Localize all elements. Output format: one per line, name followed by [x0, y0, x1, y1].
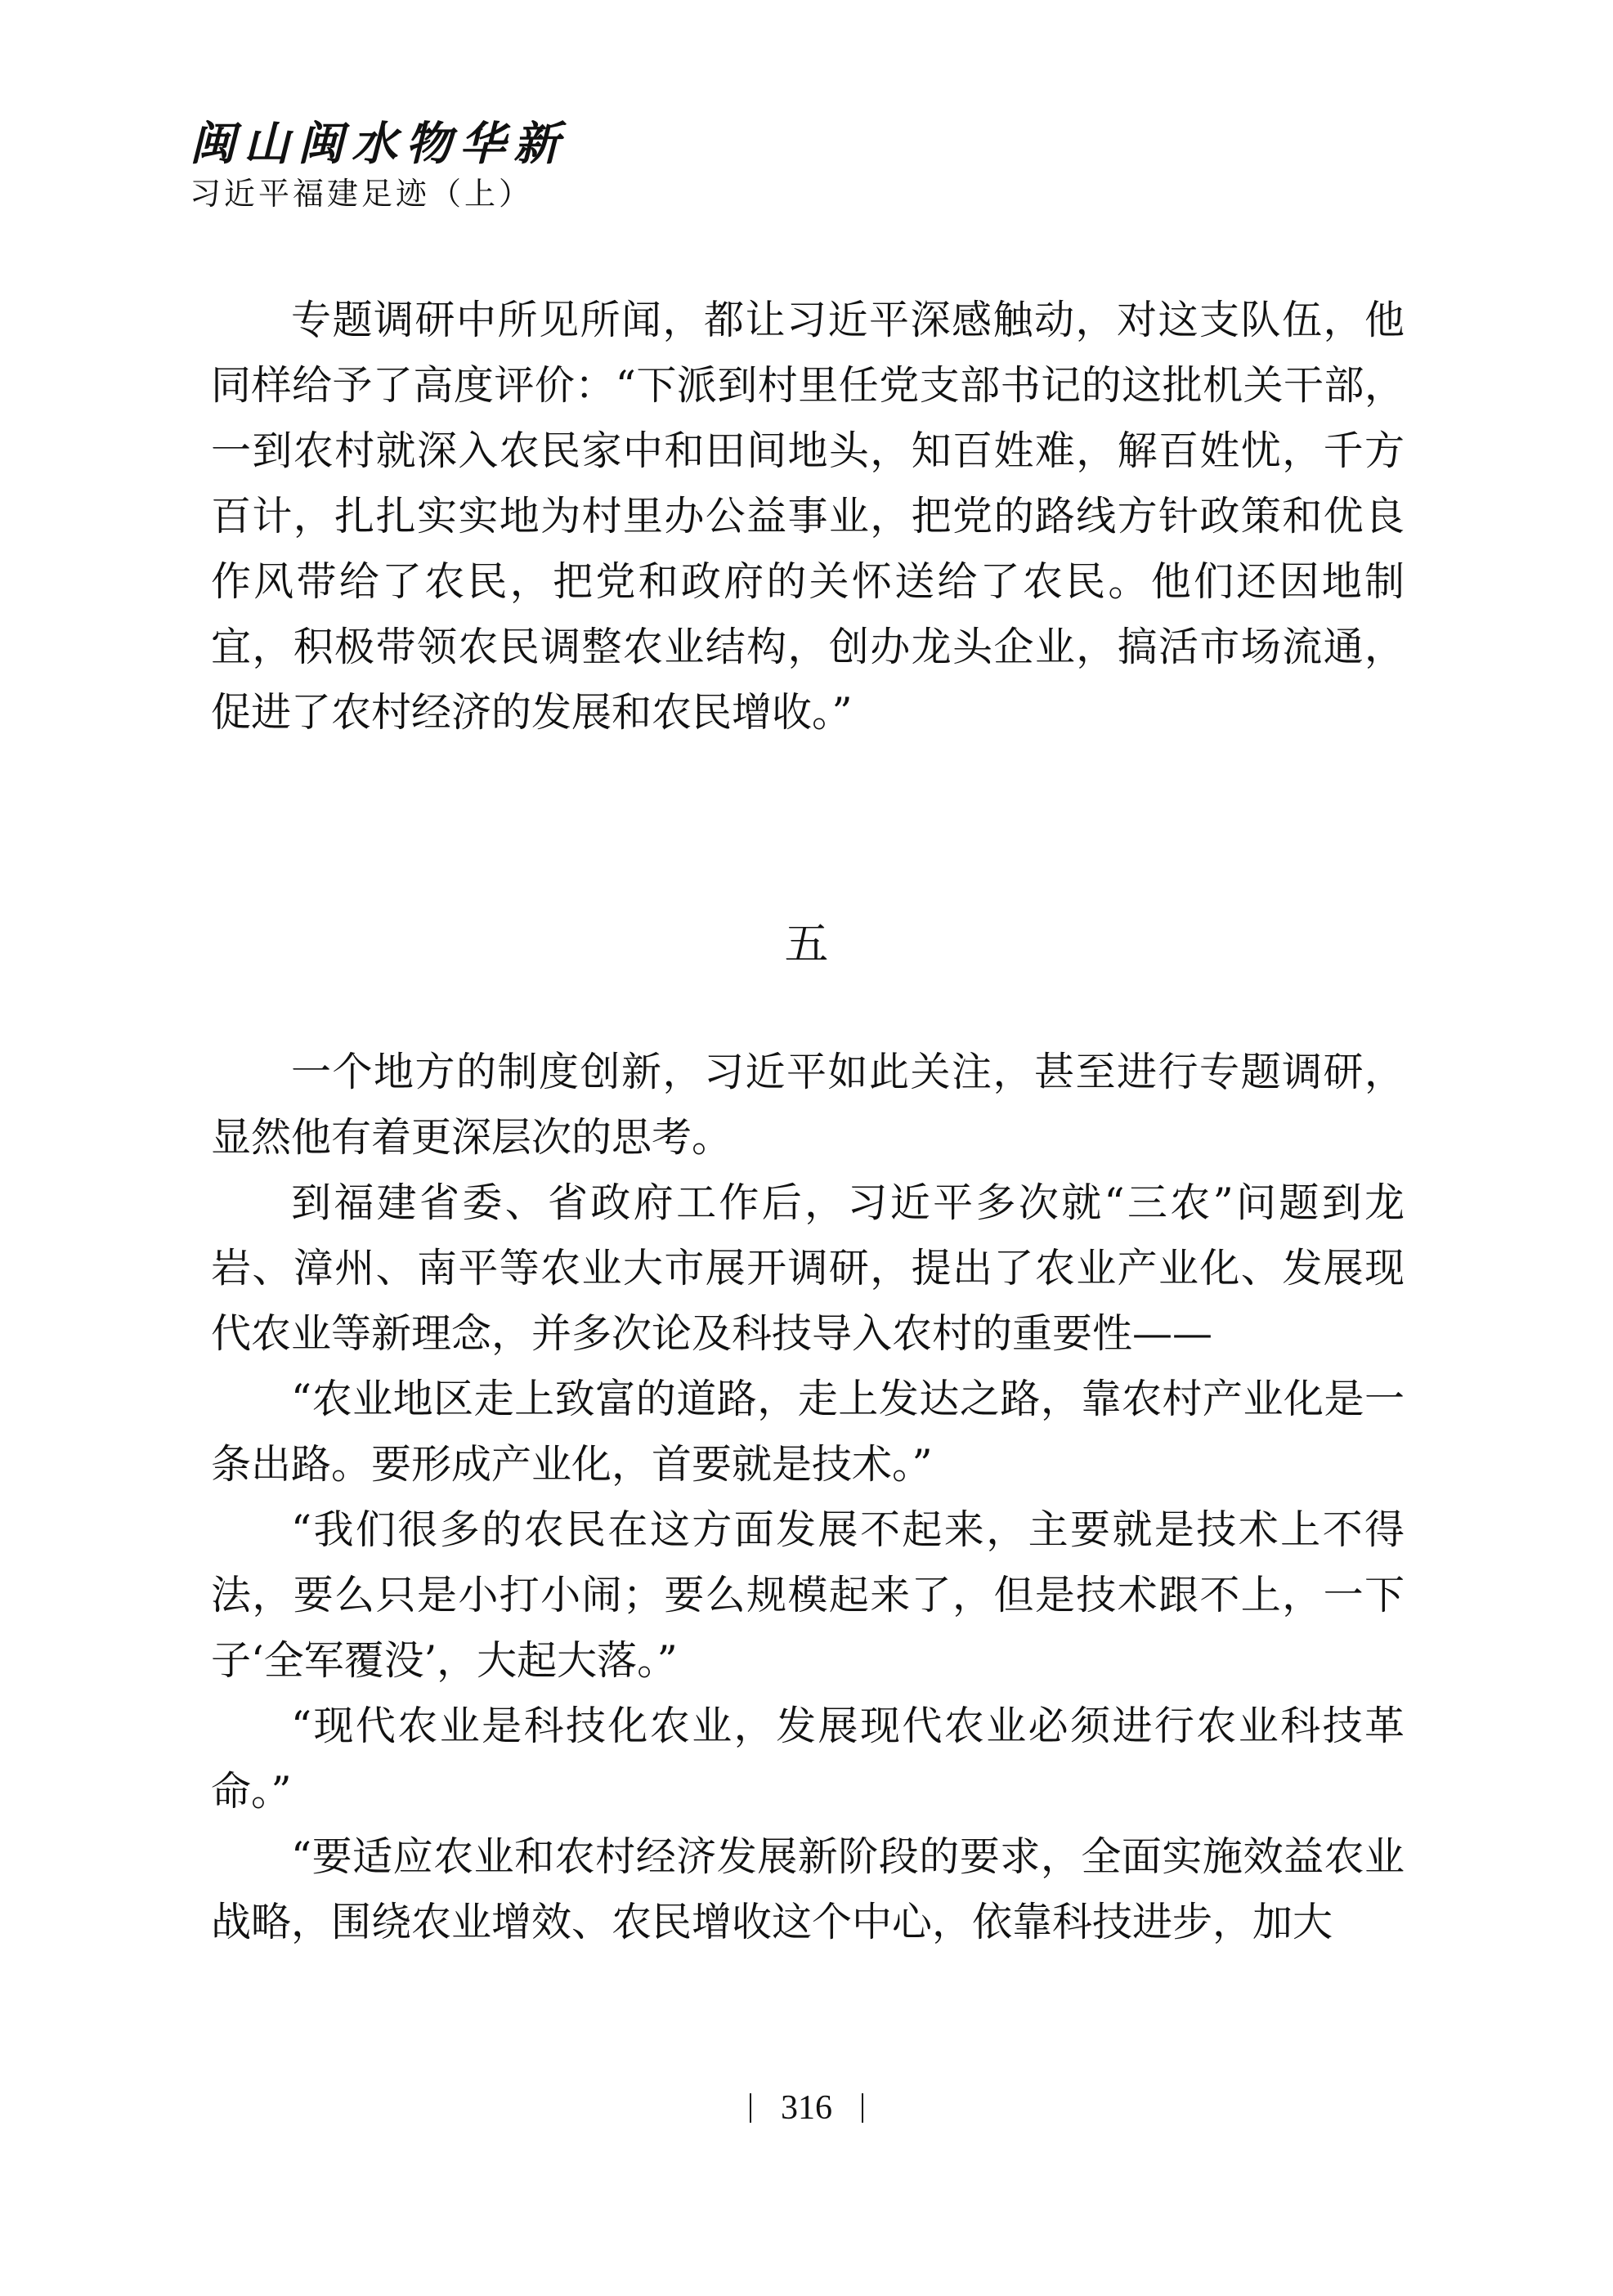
paragraph: “要适应农业和农村经济发展新阶段的要求，全面实施效益农业战略，围绕农业增效、农民增收这个中心，依靠科技进步，加大: [211, 1833, 1405, 1945]
paragraph: “农业地区走上致富的道路，走上发达之路，靠农村产业化是一条出路。要形成产业化，首要就是技术。”: [211, 1376, 1405, 1488]
paragraph: “现代农业是科技化农业，发展现代农业必须进行农业科技革命。”: [211, 1703, 1405, 1815]
paragraph: 专题调研中所见所闻，都让习近平深感触动，对这支队伍，他同样给予了高度评价：“下派到村里任党支部书记的这批机关干部，一到农村就深入农民家中和田间地头，知百姓难，解百姓忧，千方百计，扎扎实实地为村里办公益事业，把党的路线方针政策和优良作风带给了农民，把党和政府的关怀送给了农民。他们还因地制宜，积极带领农民调整农业结构，创办龙头企业，搞活市场流通，促进了农村经济的发展和农民增收。”: [211, 297, 1405, 736]
running-head: [190, 114, 567, 214]
folio-left-rule: [750, 2093, 751, 2123]
paragraph: 到福建省委、省政府工作后，习近平多次就“三农”问题到龙岩、漳州、南平等农业大市展开调研，提出了农业产业化、发展现代农业等新理念，并多次论及科技导入农村的重要性——: [211, 1179, 1405, 1357]
body-text-top: [211, 288, 1405, 745]
body-text-bottom: [211, 1040, 1405, 1955]
folio-right-rule: [862, 2093, 863, 2123]
page-footer: [0, 2083, 1613, 2131]
paragraph: 一个地方的制度创新，习近平如此关注，甚至进行专题调研，显然他有着更深层次的思考。: [211, 1049, 1405, 1161]
page-number: 316: [781, 2089, 832, 2127]
paragraph: “我们很多的农民在这方面发展不起来，主要就是技术上不得法，要么只是小打小闹；要么规模起来了，但是技术跟不上，一下子‘全军覆没’，大起大落。”: [211, 1506, 1405, 1684]
section-heading: 五: [784, 918, 829, 969]
series-subtitle: 习近平福建足迹（上）: [190, 176, 534, 212]
series-title: 闽山闽水物华新: [190, 117, 567, 171]
